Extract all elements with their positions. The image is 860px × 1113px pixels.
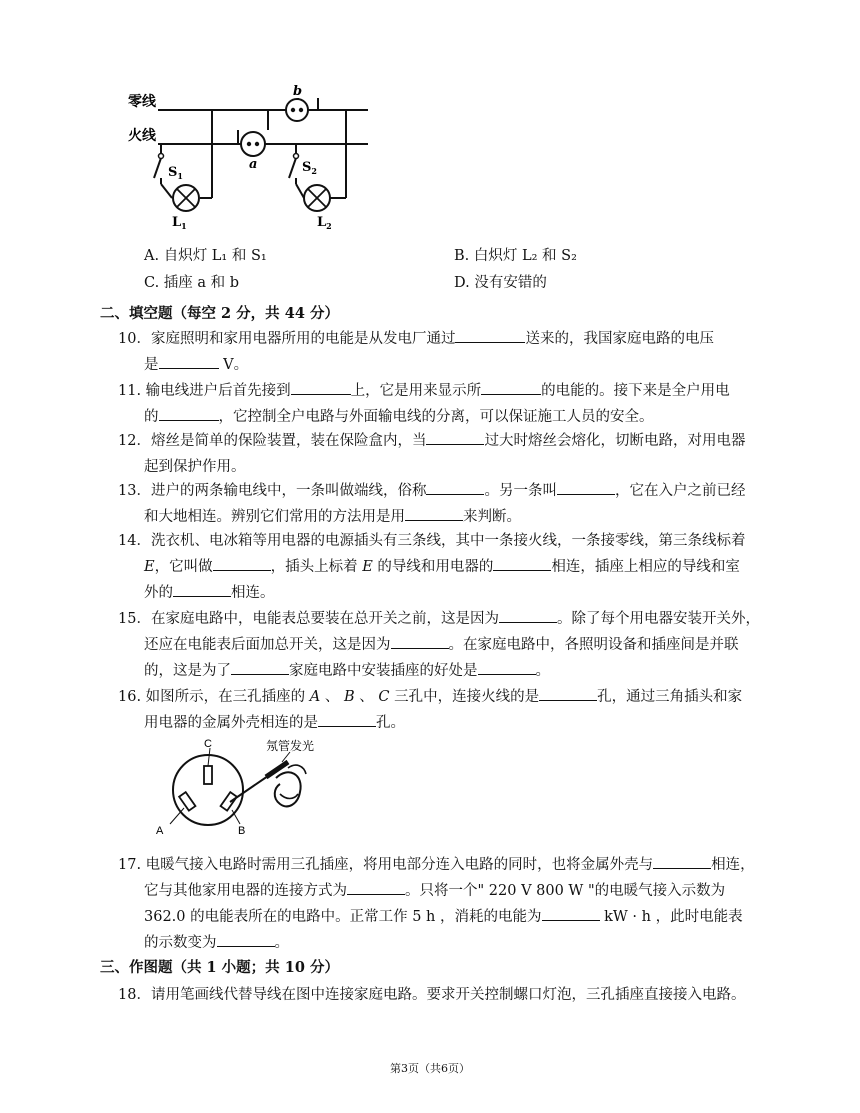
blank[interactable] <box>493 556 551 571</box>
hole-c-label: C <box>204 738 212 750</box>
blank[interactable] <box>391 634 449 649</box>
blank[interactable] <box>291 380 351 395</box>
socket-a-icon <box>241 132 265 156</box>
switch-s2 <box>294 154 299 159</box>
question-18: 18．请用笔画线代替导线在图中连接家庭电路。要求开关控制螺口灯泡，三孔插座直接接入电路。 <box>118 987 746 1003</box>
question-10: 10．家庭照明和家用电器所用的电能是从发电厂通过 送来的，我国家庭电路的电压 是 V。 <box>118 326 768 378</box>
option-a: A. 自炽灯 L₁ 和 S₁ <box>144 248 267 264</box>
option-d: D. 没有安错的 <box>454 275 547 291</box>
question-15: 15．在家庭电路中，电能表总要装在总开关之前，这是因为 。除了每个用电器安装开关外， 还应在电能表后面加总开关，这是因为 。在家庭电路中，各照明设备和插座间是并联 的，这是为了 家庭电路中安装插座的好处是 。 <box>118 606 768 684</box>
socket-diagram-svg <box>148 738 328 846</box>
switch-s1 <box>159 154 164 159</box>
blank[interactable] <box>318 712 376 727</box>
section-heading-drawing: 三、作图题（共 1 小题；共 10 分） <box>100 959 339 976</box>
hole-b-label: B <box>238 825 246 837</box>
lamp-l2-icon <box>304 185 330 211</box>
blank[interactable] <box>159 354 219 369</box>
blank[interactable] <box>217 932 275 947</box>
circuit-diagram-svg <box>128 82 378 232</box>
socket-b-icon <box>286 99 308 121</box>
socket-diagram <box>148 738 328 846</box>
blank[interactable] <box>426 430 484 445</box>
blank[interactable] <box>478 660 536 675</box>
blank[interactable] <box>557 480 615 495</box>
socket-b-label: b <box>293 84 303 99</box>
blank[interactable] <box>653 854 711 869</box>
option-b: B. 白炽灯 L₂ 和 S₂ <box>454 248 577 264</box>
blank[interactable] <box>539 686 597 701</box>
question-14: 14．洗衣机、电冰箱等用电器的电源插头有三条线，其中一条接火线，一条接零线，第三条线标着 E，它叫做 ，插头上标着 E 的导线和用电器的 相连，插座上相应的导线和室 外的 相连。 <box>118 533 746 601</box>
option-c: C. 插座 a 和 b <box>144 275 240 291</box>
blank[interactable] <box>542 906 600 921</box>
s2-label: $S_2$ <box>302 160 317 176</box>
blank[interactable] <box>159 406 219 421</box>
blank[interactable] <box>213 556 271 571</box>
blank[interactable] <box>347 880 405 895</box>
blank[interactable] <box>499 608 557 623</box>
question-12: 12．熔丝是简单的保险装置，装在保险盒内，当 过大时熔丝会熔化，切断电路，对用电器 起到保护作用。 <box>118 428 768 480</box>
s1-label: $S_1$ <box>168 165 183 181</box>
hole-a-label: A <box>156 825 164 837</box>
neon-glow-caption: 氖管发光 <box>266 739 315 753</box>
question-13: 13．进户的两条输电线中，一条叫做端线，俗称 。另一条叫 ，它在入户之前已经 和大地相连。辨别它们常用的方法用是用 来判断。 <box>118 478 768 530</box>
blank[interactable] <box>455 328 525 343</box>
socket-a-label: a <box>249 157 258 172</box>
blank[interactable] <box>426 480 484 495</box>
blank[interactable] <box>231 660 289 675</box>
l1-label: $L_1$ <box>172 215 187 231</box>
l2-label: $L_2$ <box>317 215 332 231</box>
question-11: 11. 输电线进户后首先接到 上，它是用来显示所 的电能的。接下来是全户用电 的 ，它控制全户电路与外面输电线的分离，可以保证施工人员的安全。 <box>118 378 768 430</box>
question-17: 17. 电暖气接入电路时需用三孔插座，将用电部分连入电路的同时，也将金属外壳与 相连， 它与其他家用电器的连接方式为 。只将一个" 220 V 800 W "的电暖气接入示数为 362.0 的电能表所在的电路中。正常工作 5 h ，消耗的电能为 kW · h ，此时电能表 的示数变为 。 <box>118 852 768 956</box>
circuit-diagram <box>128 82 378 232</box>
question-16: 16. 如图所示，在三孔插座的 A 、 B 、 C 三孔中，连接火线的是 孔，通过三角插头和家 用电器的金属外壳相连的是 孔。 <box>118 684 768 736</box>
blank[interactable] <box>481 380 541 395</box>
zero-line-label: 零线 <box>128 93 156 109</box>
page-footer: 第3页（共6页） <box>390 1062 470 1075</box>
blank[interactable] <box>405 506 463 521</box>
fire-line-label: 火线 <box>128 127 156 143</box>
blank[interactable] <box>173 582 231 597</box>
lamp-l1-icon <box>173 185 199 211</box>
section-heading-fill-in: 二、填空题（每空 2 分，共 44 分） <box>100 305 339 322</box>
